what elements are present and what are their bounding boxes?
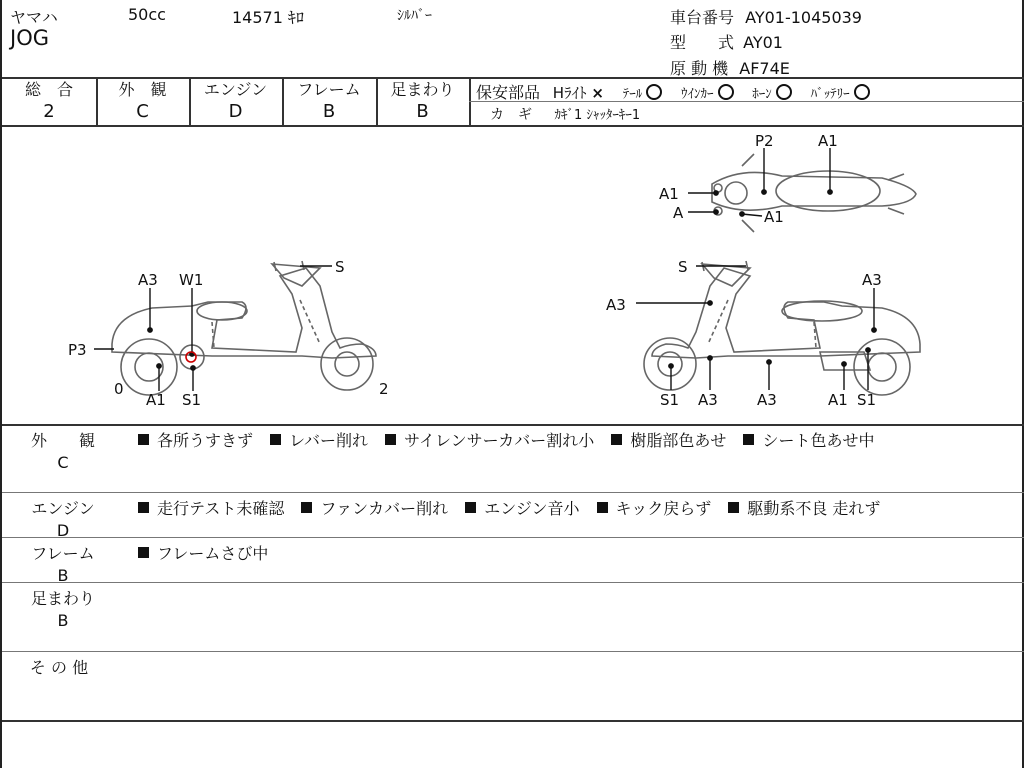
type-value: AY01: [743, 33, 783, 52]
engine-label: 原 動 機: [670, 59, 729, 78]
detail-grade: B: [57, 566, 69, 585]
scooter-top-view: [712, 154, 916, 232]
detail-label-other: [24, 655, 94, 678]
safety-parts-label: 保安部品: [476, 83, 541, 102]
detail-label-frame: [28, 541, 98, 585]
detail-item: 各所うすきず: [157, 431, 254, 450]
bullet-square-icon: [138, 547, 149, 558]
divider: [189, 78, 191, 126]
grade-overall: [2, 79, 96, 125]
grade-engine: [189, 79, 282, 125]
grade-frame: [282, 79, 376, 125]
diagram-label: P2: [755, 132, 774, 150]
divider: [469, 101, 1024, 102]
bullet-square-icon: [465, 502, 476, 513]
type-label: 型 式: [670, 33, 735, 52]
detail-items-frame: [138, 541, 280, 564]
bullet-square-icon: [301, 502, 312, 513]
diagram-label: A3: [138, 271, 158, 289]
diagram-label: A1: [146, 391, 166, 409]
detail-grade: C: [57, 453, 69, 472]
key-value: ｶｷﾞ1 ｼｬｯﾀｰｷｰ1: [554, 108, 641, 123]
diagram-label: A1: [764, 208, 784, 226]
detail-grade: D: [56, 521, 70, 540]
bullet-square-icon: [728, 502, 739, 513]
diagram-label: S: [678, 258, 688, 276]
divider: [96, 78, 98, 126]
divider: [2, 424, 1024, 426]
winker-label: ｳｲﾝｶｰ: [681, 87, 714, 102]
bullet-square-icon: [138, 434, 149, 445]
grade-label: 外 観: [118, 80, 167, 99]
diagram-label: 0: [114, 380, 124, 398]
detail-label: 足まわり: [30, 589, 95, 608]
diagram-label: S1: [660, 391, 680, 409]
grade-label: 足まわり: [390, 80, 455, 99]
grade-value: 2: [43, 101, 55, 122]
bullet-square-icon: [611, 434, 622, 445]
horn-label: ﾎｰﾝ: [752, 87, 772, 102]
diagram-label: A: [673, 204, 684, 222]
grade-suspension: [376, 79, 469, 125]
diagram-label: A3: [862, 271, 882, 289]
ok-circle-icon: [718, 84, 734, 100]
detail-item: 走行テスト未確認: [157, 499, 285, 518]
ok-circle-icon: [776, 84, 792, 100]
diagram-label: P3: [68, 341, 87, 359]
divider: [2, 720, 1024, 722]
diagram-label: W1: [179, 271, 204, 289]
bullet-square-icon: [385, 434, 396, 445]
ok-circle-icon: [854, 84, 870, 100]
mileage: [232, 5, 304, 28]
frame-number: AY01-1045039: [745, 8, 862, 27]
detail-item: サイレンサーカバー割れ小: [404, 431, 595, 450]
diagram-label: A1: [828, 391, 848, 409]
grade-label: 総 合: [24, 80, 73, 99]
divider: [2, 492, 1024, 493]
engine-row: [670, 56, 790, 79]
diagram-label: A3: [698, 391, 718, 409]
bullet-square-icon: [597, 502, 608, 513]
diagram-label: A1: [659, 185, 679, 203]
detail-items-engine: [138, 496, 892, 519]
detail-label: 外 観: [30, 431, 95, 450]
divider: [282, 78, 284, 126]
detail-item: 樹脂部色あせ: [630, 431, 727, 450]
grade-value: B: [416, 101, 429, 122]
maker: ヤマハ: [10, 8, 58, 27]
diagram-label: S: [335, 258, 345, 276]
detail-label: エンジン: [31, 499, 95, 518]
diagram-label: A1: [818, 132, 838, 150]
detail-label-engine: [28, 496, 98, 540]
engine-model: AF74E: [739, 59, 790, 78]
type-row: [670, 30, 783, 53]
diagram-label: 2: [379, 380, 389, 398]
bullet-square-icon: [138, 502, 149, 513]
divider: [376, 78, 378, 126]
detail-label: フレーム: [31, 544, 95, 563]
detail-item: 駆動系不良 走れず: [747, 499, 881, 518]
detail-item: フレームさび中: [157, 544, 269, 563]
key-row: [490, 104, 640, 124]
detail-item: ファンカバー削れ: [320, 499, 449, 518]
diagram-label: A3: [606, 296, 626, 314]
mileage-value: 14571: [232, 8, 283, 27]
grade-label: フレーム: [297, 80, 361, 99]
divider: [2, 582, 1024, 583]
detail-item: シート色あせ中: [762, 431, 875, 450]
grade-exterior: [96, 79, 189, 125]
headlight-label: Hﾗｲﾄ: [552, 84, 587, 102]
headlight-status: ×: [591, 84, 604, 102]
bullet-square-icon: [743, 434, 754, 445]
detail-item: レバー削れ: [289, 431, 368, 450]
detail-label-exterior: [28, 428, 98, 472]
frame-number-row: [670, 5, 862, 28]
mileage-unit: ｷﾛ: [288, 8, 305, 27]
frame-number-label: 車台番号: [670, 8, 735, 27]
detail-items-exterior: [138, 428, 886, 451]
detail-item: キック戻らず: [615, 499, 712, 518]
divider: [2, 651, 1024, 652]
ok-circle-icon: [646, 84, 662, 100]
tail-label: ﾃｰﾙ: [622, 87, 643, 102]
divider: [469, 78, 471, 126]
detail-item: エンジン音小: [484, 499, 580, 518]
diagram-label: A3: [757, 391, 777, 409]
detail-label: そ の 他: [29, 658, 89, 677]
body-color: ｼﾙﾊﾞｰ: [397, 8, 432, 24]
displacement: 50cc: [128, 5, 166, 24]
safety-parts-row: [476, 80, 870, 103]
grade-value: B: [322, 101, 336, 122]
diagram-label: S1: [857, 391, 877, 409]
bullet-square-icon: [270, 434, 281, 445]
grade-value: C: [136, 101, 149, 122]
detail-grade: B: [57, 611, 69, 630]
model-name: JOG: [10, 26, 49, 50]
key-label: カ ギ: [490, 107, 532, 123]
battery-label: ﾊﾞｯﾃﾘｰ: [810, 87, 850, 102]
diagram-label: S1: [182, 391, 202, 409]
divider: [2, 537, 1024, 538]
grade-value: D: [228, 101, 243, 122]
grade-label: エンジン: [203, 80, 268, 99]
detail-label-suspension: [28, 586, 98, 630]
